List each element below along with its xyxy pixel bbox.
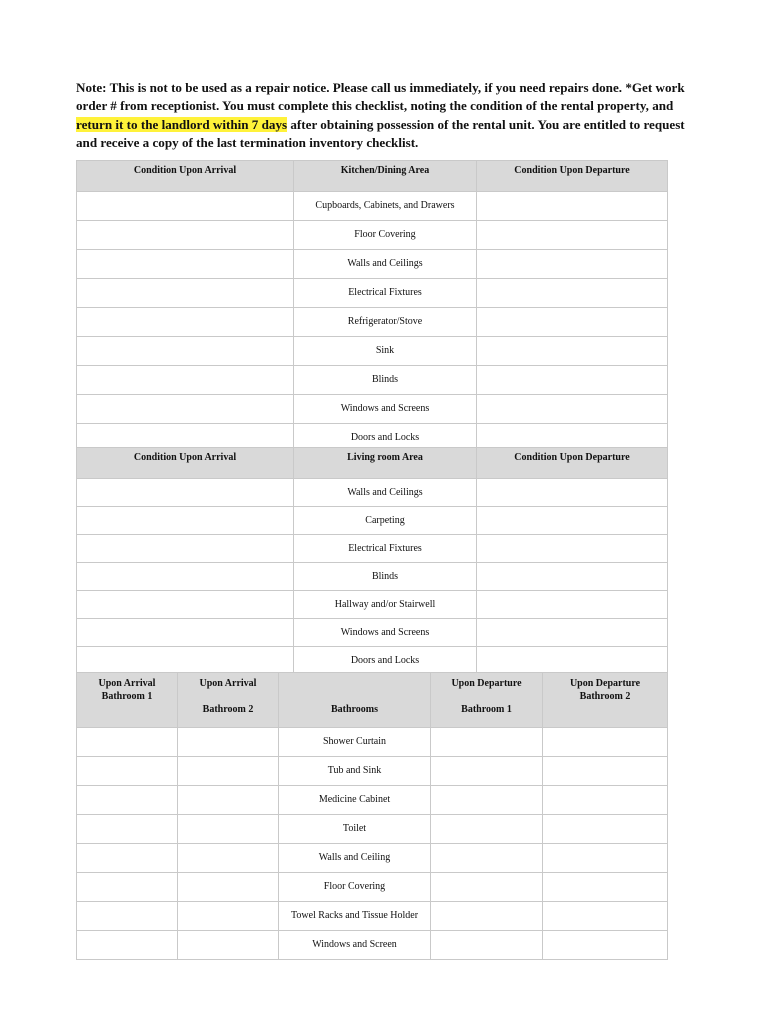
arrival-condition-cell[interactable] [178,931,279,960]
arrival-condition-cell[interactable] [178,844,279,873]
header-line: Bathroom 2 [579,691,631,702]
table-row [77,563,668,591]
departure-condition-cell[interactable] [477,563,668,591]
table-row [77,279,668,308]
arrival-condition-cell[interactable] [77,507,294,535]
departure-condition-cell[interactable] [543,728,668,757]
arrival-condition-cell[interactable] [178,902,279,931]
arrival-condition-cell[interactable] [77,647,294,675]
table-row [77,535,668,563]
kitchen-rows [77,192,668,453]
departure-condition-cell[interactable] [543,873,668,902]
departure-bathroom1-header [431,673,543,728]
departure-condition-cell[interactable] [477,479,668,507]
kitchen-header-row [77,161,668,192]
kitchen-dining-table [76,160,668,453]
table-row [77,507,668,535]
arrival-condition-cell[interactable] [77,366,294,395]
departure-condition-cell[interactable] [477,591,668,619]
table-row [77,366,668,395]
item-label: Windows and Screens [294,619,477,647]
header-line: Upon Departure [569,678,641,689]
departure-condition-cell[interactable] [477,619,668,647]
table-row [77,337,668,366]
arrival-condition-cell[interactable] [77,619,294,647]
arrival-condition-cell[interactable] [77,535,294,563]
departure-condition-cell[interactable] [431,873,543,902]
arrival-condition-cell[interactable] [77,279,294,308]
item-label: Walls and Ceilings [294,250,477,279]
living-area-header: Living room Area [294,448,477,479]
kitchen-area-header: Kitchen/Dining Area [294,161,477,192]
kitchen-departure-header: Condition Upon Departure [477,161,668,192]
departure-condition-cell[interactable] [543,786,668,815]
table-row [77,815,668,844]
arrival-condition-cell[interactable] [178,815,279,844]
table-row [77,873,668,902]
item-label: Sink [294,337,477,366]
item-label: Tub and Sink [279,757,431,786]
arrival-condition-cell[interactable] [77,479,294,507]
living-departure-header: Condition Upon Departure [477,448,668,479]
note-text-start: Note: This is not to be used as a repair notice. Please call us immediately, if you need repairs done. *Get work order # from receptionist. You must complete this checklist, noting the condition of the rental property, and [76,80,685,114]
arrival-condition-cell[interactable] [77,873,178,902]
arrival-condition-cell[interactable] [178,728,279,757]
table-row [77,591,668,619]
item-label: Blinds [294,366,477,395]
header-line: Bathroom 1 [101,691,153,702]
table-row [77,931,668,960]
item-label: Towel Racks and Tissue Holder [279,902,431,931]
departure-condition-cell[interactable] [431,757,543,786]
departure-condition-cell[interactable] [477,366,668,395]
item-label: Cupboards, Cabinets, and Drawers [294,192,477,221]
item-label: Doors and Locks [294,424,477,453]
arrival-condition-cell[interactable] [77,563,294,591]
arrival-bathroom1-header [77,673,178,728]
bathrooms-rows [77,728,668,960]
departure-condition-cell[interactable] [477,535,668,563]
item-label: Walls and Ceilings [294,479,477,507]
arrival-bathroom2-header [178,673,279,728]
departure-condition-cell[interactable] [477,250,668,279]
note-highlighted-text: return it to the landlord within 7 days [76,116,288,132]
departure-condition-cell[interactable] [477,395,668,424]
header-line: Bathroom 2 [202,704,254,715]
departure-bathroom2-header [543,673,668,728]
header-line: Upon Arrival [98,678,156,689]
table-row [77,844,668,873]
arrival-condition-cell[interactable] [77,728,178,757]
table-row [77,250,668,279]
arrival-condition-cell[interactable] [77,250,294,279]
arrival-condition-cell[interactable] [77,221,294,250]
header-line: Bathroom 1 [461,704,512,715]
departure-condition-cell[interactable] [431,902,543,931]
item-label: Windows and Screen [279,931,431,960]
departure-condition-cell[interactable] [431,844,543,873]
arrival-condition-cell[interactable] [77,192,294,221]
bathrooms-header-row [77,673,668,728]
bathrooms-header [279,673,431,728]
item-label: Refrigerator/Stove [294,308,477,337]
item-label: Hallway and/or Stairwell [294,591,477,619]
arrival-condition-cell[interactable] [178,786,279,815]
instructions-note [76,79,696,153]
table-row [77,395,668,424]
table-row [77,728,668,757]
note-text-end: after obtaining possession of the rental unit. You are entitled to request and receive a copy of the last termination inventory checklist. [76,116,685,151]
departure-condition-cell[interactable] [431,786,543,815]
departure-condition-cell[interactable] [477,192,668,221]
item-label: Floor Covering [294,221,477,250]
departure-condition-cell[interactable] [431,815,543,844]
arrival-condition-cell[interactable] [178,757,279,786]
departure-condition-cell[interactable] [543,757,668,786]
arrival-condition-cell[interactable] [77,395,294,424]
arrival-condition-cell[interactable] [77,844,178,873]
departure-condition-cell[interactable] [431,931,543,960]
departure-condition-cell[interactable] [543,931,668,960]
header-line: Upon Departure [451,678,522,689]
departure-condition-cell[interactable] [477,337,668,366]
arrival-condition-cell[interactable] [77,902,178,931]
item-label: Doors and Locks [294,647,477,675]
departure-condition-cell[interactable] [543,902,668,931]
arrival-condition-cell[interactable] [77,337,294,366]
living-header-row [77,448,668,479]
departure-condition-cell[interactable] [477,221,668,250]
item-label: Walls and Ceiling [279,844,431,873]
arrival-condition-cell[interactable] [178,873,279,902]
table-row [77,619,668,647]
table-row [77,757,668,786]
item-label: Electrical Fixtures [294,279,477,308]
table-row [77,308,668,337]
item-label: Electrical Fixtures [294,535,477,563]
living-arrival-header: Condition Upon Arrival [77,448,294,479]
table-row [77,786,668,815]
table-row [77,479,668,507]
departure-condition-cell[interactable] [543,815,668,844]
living-rows [77,479,668,675]
kitchen-arrival-header: Condition Upon Arrival [77,161,294,192]
departure-condition-cell[interactable] [477,507,668,535]
item-label: Windows and Screens [294,395,477,424]
item-label: Toilet [279,815,431,844]
item-label: Carpeting [294,507,477,535]
departure-condition-cell[interactable] [477,279,668,308]
item-label: Medicine Cabinet [279,786,431,815]
item-label: Floor Covering [279,873,431,902]
arrival-condition-cell[interactable] [77,931,178,960]
table-row [77,192,668,221]
header-line: Bathrooms [330,704,379,715]
departure-condition-cell[interactable] [543,844,668,873]
arrival-condition-cell[interactable] [77,308,294,337]
table-row [77,647,668,675]
arrival-condition-cell[interactable] [77,786,178,815]
departure-condition-cell[interactable] [477,308,668,337]
bathrooms-table [76,672,668,960]
departure-condition-cell[interactable] [477,647,668,675]
arrival-condition-cell[interactable] [77,815,178,844]
arrival-condition-cell[interactable] [77,591,294,619]
item-label: Shower Curtain [279,728,431,757]
table-row [77,902,668,931]
arrival-condition-cell[interactable] [77,757,178,786]
table-row [77,221,668,250]
departure-condition-cell[interactable] [431,728,543,757]
header-line: Upon Arrival [199,678,257,689]
item-label: Blinds [294,563,477,591]
living-room-table [76,447,668,675]
